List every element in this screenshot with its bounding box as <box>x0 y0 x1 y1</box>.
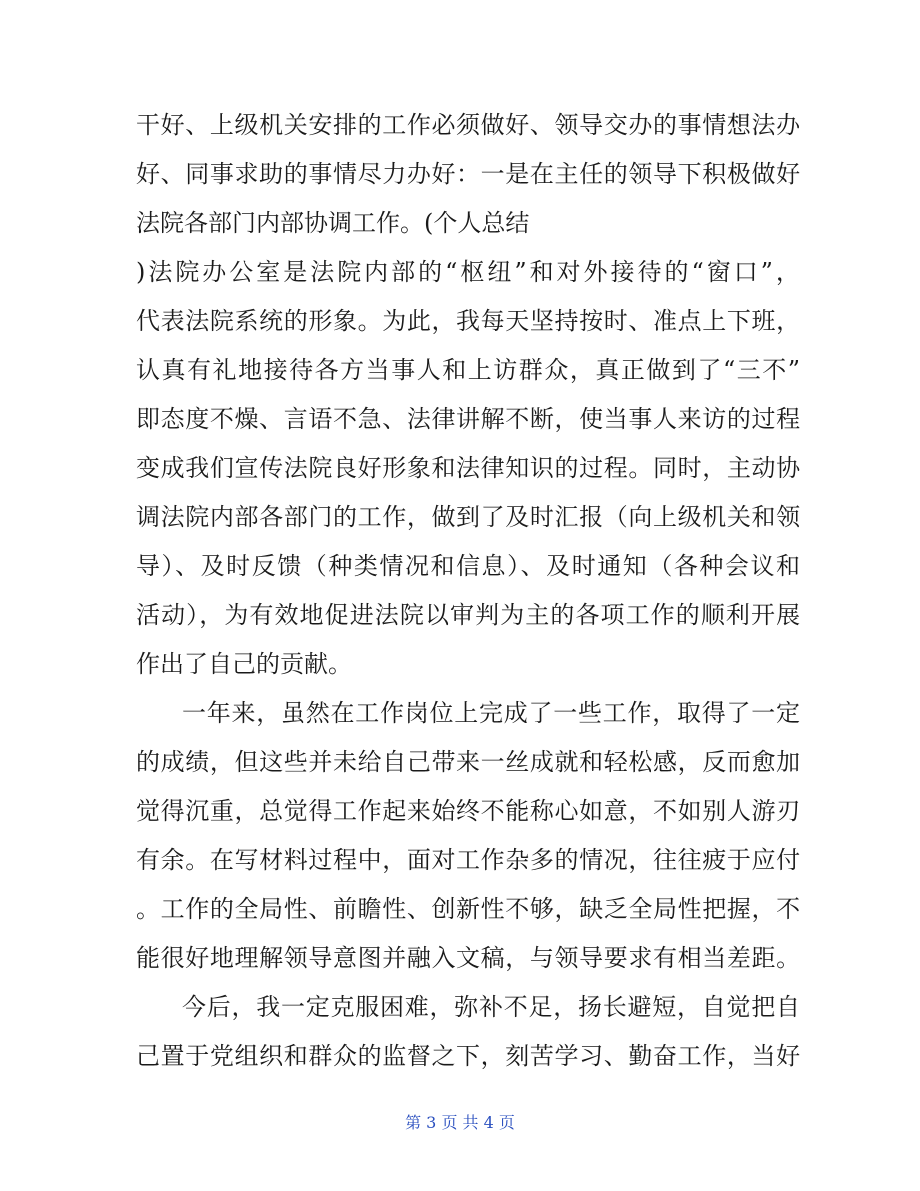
page-number-footer: 第 3 页 共 4 页 <box>405 1113 515 1132</box>
text-line: 干好、上级机关安排的工作必须做好、领导交办的事情想法办 <box>136 111 801 139</box>
text-line: 认真有礼地接待各方当事人和上访群众，真正做到了“三不” <box>136 356 802 384</box>
paragraph-start-line: 一年来，虽然在工作岗位上完成了一些工作，取得了一定 <box>182 699 801 727</box>
text-line: 己置于党组织和群众的监督之下，刻苦学习、勤奋工作，当好 <box>136 1042 801 1070</box>
text-line: )法院办公室是法院内部的“枢纽”和对外接待的“窗口”， <box>136 258 803 286</box>
text-line: 觉得沉重，总觉得工作起来始终不能称心如意，不如别人游刃 <box>136 797 801 825</box>
text-line: 能很好地理解领导意图并融入文稿，与领导要求有相当差距。 <box>136 944 801 972</box>
text-line: 好、同事求助的事情尽力办好：一是在主任的领导下积极做好 <box>136 160 801 188</box>
text-line: 的成绩，但这些并未给自己带来一丝成就和轻松感，反而愈加 <box>136 748 801 776</box>
text-line: 活动），为有效地促进法院以审判为主的各项工作的顺利开展 <box>136 601 802 629</box>
text-line: 法院各部门内部协调工作。(个人总结 <box>136 209 530 237</box>
text-line: 有余。在写材料过程中，面对工作杂多的情况，往往疲于应付 <box>136 846 801 874</box>
text-line: 变成我们宣传法院良好形象和法律知识的过程。同时，主动协 <box>136 454 801 482</box>
text-line: 。工作的全局性、前瞻性、创新性不够，缺乏全局性把握，不 <box>136 895 801 923</box>
paragraph-start-line: 今后，我一定克服困难，弥补不足，扬长避短，自觉把自 <box>182 993 801 1021</box>
text-line: 作出了自己的贡献。 <box>136 650 352 678</box>
text-line: 代表法院系统的形象。为此，我每天坚持按时、准点上下班， <box>136 307 801 335</box>
text-line: 调法院内部各部门的工作，做到了及时汇报（向上级机关和领 <box>136 503 801 531</box>
text-line: 即态度不燥、言语不急、法律讲解不断，使当事人来访的过程 <box>136 405 801 433</box>
text-line: 导）、及时反馈（种类情况和信息）、及时通知（各种会议和 <box>136 552 802 580</box>
